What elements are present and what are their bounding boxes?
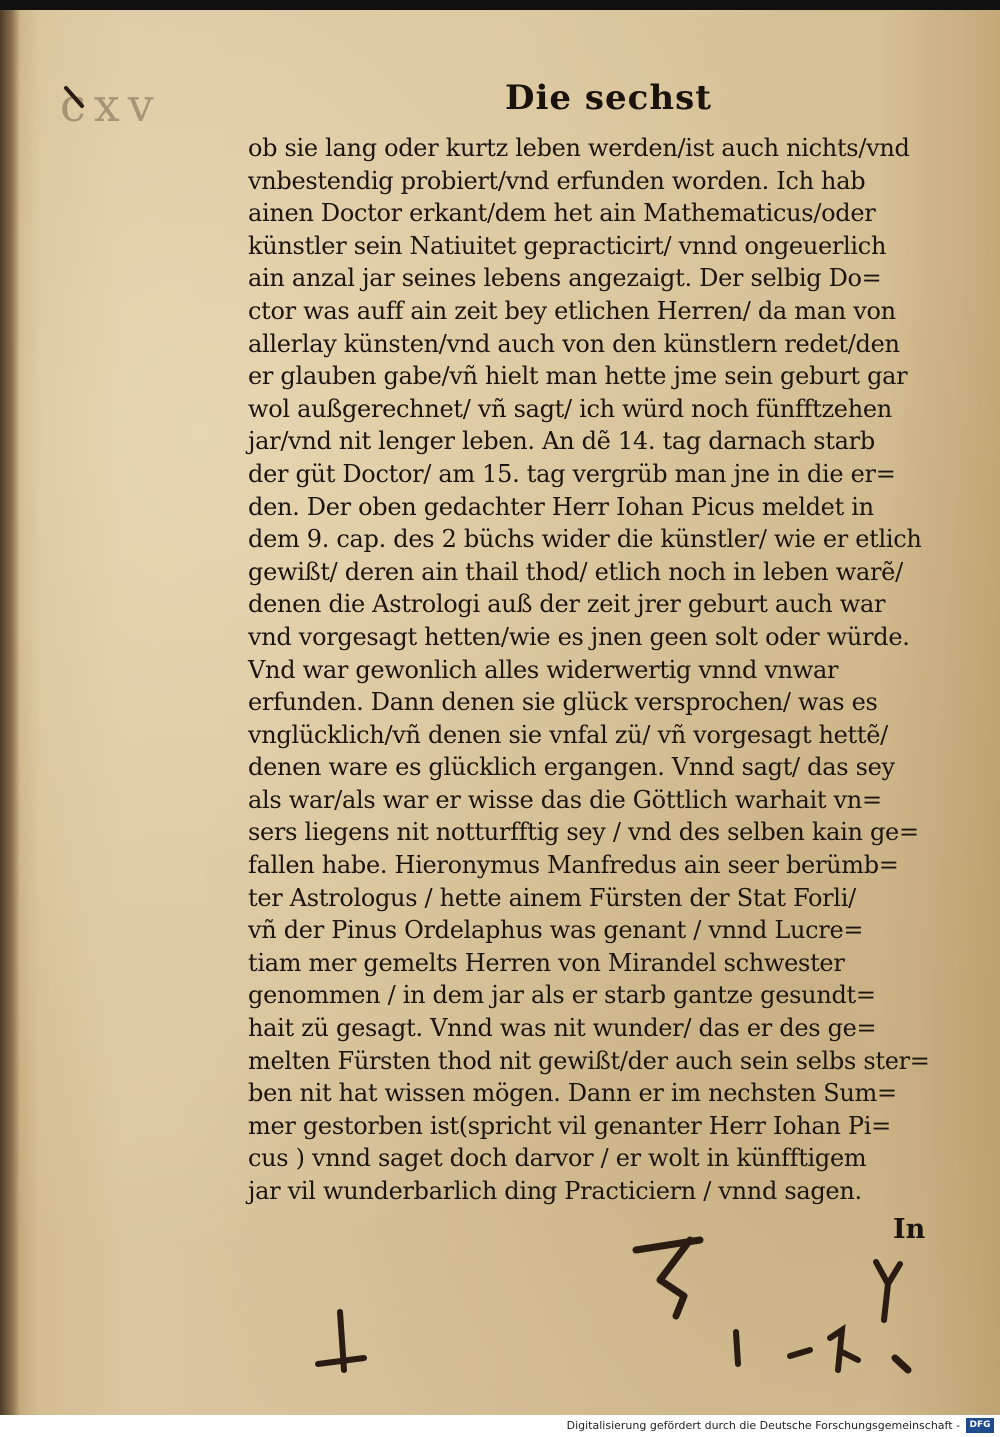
scribble-stroke xyxy=(790,1330,858,1370)
text-line: er glauben gabe/vñ hielt man hette jme sein geburt gar xyxy=(248,362,908,391)
text-line: ob sie lang oder kurtz leben werden/ist auch nichts/vnd xyxy=(248,134,910,162)
scribble-stroke xyxy=(895,1358,908,1370)
text-line: wol außgerechnet/ vñ sagt/ ich würd noch fünfftzehen xyxy=(248,394,892,423)
text-line: allerlay künsten/vnd auch von den künstlern redet/den xyxy=(248,329,900,358)
text-line: der güt Doctor/ am 15. tag vergrüb man jne in die er= xyxy=(248,459,896,488)
text-line: hait zü gesagt. Vnnd was nit wunder/ das er des ge= xyxy=(248,1014,877,1043)
running-head: Die sechst xyxy=(505,78,712,118)
text-line: vnd vorgesagt hetten/wie es jnen geen solt oder würde. xyxy=(248,622,910,651)
text-line: jar vil wunderbarlich ding Practiciern / vnnd sagen. xyxy=(248,1177,862,1205)
text-line: sers liegens nit notturfftig sey / vnd des selben kain ge= xyxy=(248,818,919,847)
text-line: melten Fürsten thod nit gewißt/der auch sein selbs ster= xyxy=(248,1046,930,1075)
text-line: vnglücklich/vñ denen sie vnfal zü/ vñ vorgesagt hettẽ/ xyxy=(248,720,888,749)
footer-bar xyxy=(0,1415,1000,1437)
scribble-stroke xyxy=(636,1240,700,1316)
text-line: genommen / in dem jar als er starb gantze gesundt= xyxy=(248,981,876,1010)
text-line: ctor was auff ain zeit bey etlichen Herren/ da man von xyxy=(248,296,896,325)
text-line: ainen Doctor erkant/dem het ain Mathematicus/oder xyxy=(248,199,876,228)
text-line: dem 9. cap. des 2 büchs wider die künstler/ wie er etlich xyxy=(248,525,922,554)
text-line: denen ware es glücklich ergangen. Vnnd sagt/ das sey xyxy=(248,753,895,782)
scribble-stroke xyxy=(736,1332,738,1364)
text-line: jar/vnd nit lenger leben. An dẽ 14. tag darnach starb xyxy=(248,427,875,456)
text-line: tiam mer gemelts Herren von Mirandel schwester xyxy=(248,948,845,977)
top-border xyxy=(0,0,1000,10)
scribble-stroke xyxy=(876,1262,900,1320)
text-line: vnbestendig probiert/vnd erfunden worden. Ich hab xyxy=(248,166,866,195)
text-line: fallen habe. Hieronymus Manfredus ain seer berümb= xyxy=(248,851,899,880)
text-line: gewißt/ deren ain thail thod/ etlich noch in leben warẽ/ xyxy=(248,557,903,586)
text-line: Vnd war gewonlich alles widerwertig vnnd vnwar xyxy=(248,655,839,684)
text-line: mer gestorben ist(spricht vil genanter Herr Iohan Pi= xyxy=(248,1111,891,1140)
catchword: In xyxy=(893,1214,926,1245)
text-line: ain anzal jar seines lebens angezaigt. Der selbig Do= xyxy=(248,264,882,293)
text-line: ben nit hat wissen mögen. Dann er im nechsten Sum= xyxy=(248,1079,897,1108)
funding-credit: Digitalisierung gefördert durch die Deutsche Forschungsgemeinschaft - xyxy=(566,1419,960,1432)
ink-scribbles xyxy=(0,10,1000,1415)
text-line: vñ der Pinus Ordelaphus was genant / vnnd Lucre= xyxy=(248,916,864,945)
text-line: erfunden. Dann denen sie glück versprochen/ was es xyxy=(248,688,878,717)
text-line: ter Astrologus / hette ainem Fürsten der Stat Forli/ xyxy=(248,883,856,912)
folio-number: cxv xyxy=(60,78,162,132)
scribble-stroke xyxy=(318,1312,364,1370)
text-line: als war/als war er wisse das die Göttlich warhait vn= xyxy=(248,785,882,814)
text-line: cus ) vnnd saget doch darvor / er wolt in künfftigem xyxy=(248,1144,867,1173)
dfg-logo: DFG xyxy=(966,1418,994,1433)
text-line: den. Der oben gedachter Herr Iohan Picus meldet in xyxy=(248,492,874,521)
scribble-stroke xyxy=(66,88,82,106)
text-line: künstler sein Natiuitet gepracticirt/ vnnd ongeuerlich xyxy=(248,231,887,260)
text-line: denen die Astrologi auß der zeit jrer geburt auch war xyxy=(248,590,886,619)
